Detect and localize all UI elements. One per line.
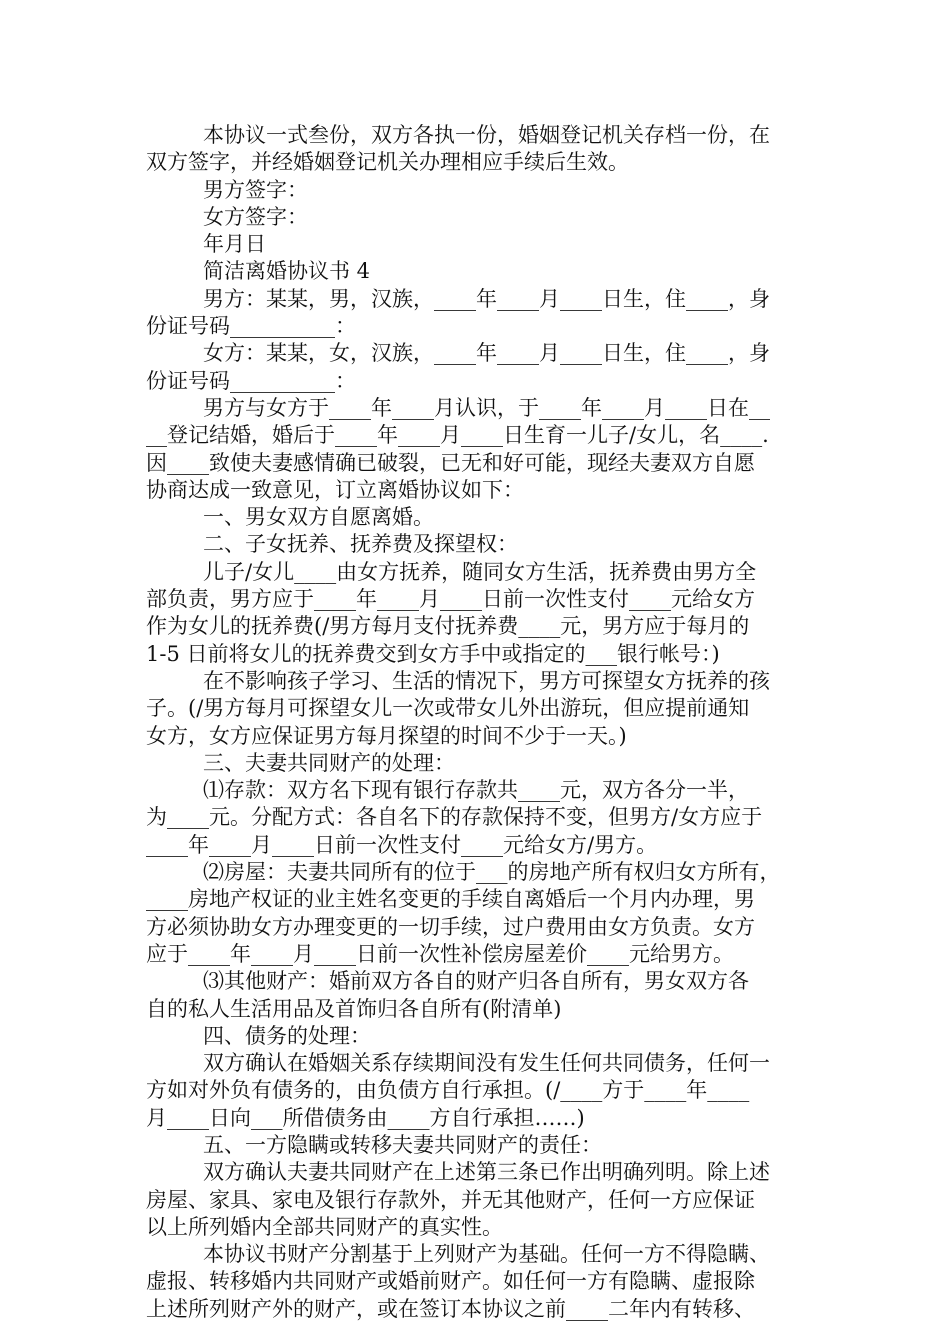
- text-line: 男方签字：: [203, 177, 308, 202]
- text-line: 儿子/女儿____由女方抚养，随同女方生活，抚养费由男方全: [203, 559, 757, 584]
- text-line: 本协议一式叁份，双方各执一份，婚姻登记机关存档一份，在: [203, 123, 770, 147]
- text-line: ⑵房屋：夫妻共同所有的位于___的房地产所有权归女方所有，: [203, 860, 781, 885]
- text-line: 作为女儿的抚养费(/男方每月支付抚养费____元，男方应于每月的: [146, 614, 750, 639]
- text-line: 五、一方隐瞒或转移夫妻共同财产的责任：: [203, 1132, 602, 1157]
- text-line: 方必须协助女方办理变更的一切手续，过户费用由女方负责。女方: [146, 914, 755, 939]
- text-line: 子。(/男方每月可探望女儿一次或带女儿外出游玩，但应提前通知: [146, 696, 750, 721]
- text-line: 份证号码__________：: [146, 314, 356, 339]
- text-line: 为____元。分配方式：各自名下的存款保持不变，但男方/女方应于: [146, 805, 763, 830]
- text-line: 以上所列婚内全部共同财产的真实性。: [146, 1214, 503, 1239]
- text-line: 双方确认夫妻共同财产在上述第三条已作出明确列明。除上述: [203, 1160, 770, 1185]
- text-line: 在不影响孩子学习、生活的情况下，男方可探望女方抚养的孩: [203, 668, 770, 693]
- text-line: 男方与女方于____年____月认识，于____年____月____日在__: [203, 395, 770, 420]
- text-line: 双方确认在婚姻关系存续期间没有发生任何共同债务，任何一: [203, 1051, 770, 1076]
- text-line: 一、男女双方自愿离婚。: [203, 505, 434, 530]
- text-line: 四、债务的处理：: [203, 1023, 371, 1048]
- text-line: 虚报、转移婚内共同财产或婚前财产。如任何一方有隐瞒、虚报除: [146, 1269, 755, 1294]
- text-line: 三、夫妻共同财产的处理：: [203, 750, 455, 775]
- text-line: 协商达成一致意见，订立离婚协议如下：: [146, 477, 524, 502]
- text-line: 二、子女抚养、抚养费及探望权：: [203, 532, 518, 557]
- text-line: 上述所列财产外的财产，或在签订本协议之前____二年内有转移、: [146, 1296, 755, 1321]
- text-line: ⑶其他财产：婚前双方各自的财产归各自所有，男女双方各: [203, 969, 749, 994]
- text-line: 女方签字：: [203, 204, 308, 229]
- text-line: 双方签字，并经婚姻登记机关办理相应手续后生效。: [146, 150, 629, 175]
- text-line: 应于____年____月____日前一次性补偿房屋差价____元给男方。: [146, 941, 734, 966]
- text-line: 简洁离婚协议书 4: [203, 259, 371, 284]
- text-line: 方如对外负有债务的，由负债方自行承担。(/____方于____年____: [146, 1078, 750, 1103]
- text-line: 月____日向___所借债务由____方自行承担……): [146, 1105, 585, 1130]
- text-line: ⑴存款：双方名下现有银行存款共____元，双方各分一半，: [203, 778, 749, 803]
- text-line: 男方：某某，男，汉族，____年____月____日生，住____，身: [203, 286, 770, 311]
- text-line: ____房地产权证的业主姓名变更的手续自离婚后一个月内办理，男: [146, 887, 755, 912]
- text-line: 本协议书财产分割基于上列财产为基础。任何一方不得隐瞒、: [203, 1242, 770, 1267]
- text-line: 因____致使夫妻感情确已破裂，已无和好可能，现经夫妻双方自愿: [146, 450, 755, 475]
- text-line: 自的私人生活用品及首饰归各自所有(附清单): [146, 996, 562, 1021]
- text-line: 1-5 日前将女儿的抚养费交到女方手中或指定的___银行帐号：): [146, 641, 720, 666]
- text-line: 部负责，男方应于____年____月____日前一次性支付____元给女方: [146, 587, 755, 612]
- text-line: 女方：某某，女，汉族，____年____月____日生，住____，身: [203, 341, 770, 366]
- text-line: 房屋、家具、家电及银行存款外，并无其他财产，任何一方应保证: [146, 1187, 755, 1212]
- text-line: 年月日: [203, 232, 266, 257]
- text-line: 份证号码__________：: [146, 368, 356, 393]
- text-line: __登记结婚，婚后于____年____月____日生育一儿子/女儿，名____.: [146, 423, 769, 448]
- text-line: 女方，女方应保证男方每月探望的时间不少于一天。): [146, 723, 627, 748]
- text-line: ____年____月____日前一次性支付____元给女方/男方。: [146, 832, 658, 857]
- document-body: [146, 122, 814, 1323]
